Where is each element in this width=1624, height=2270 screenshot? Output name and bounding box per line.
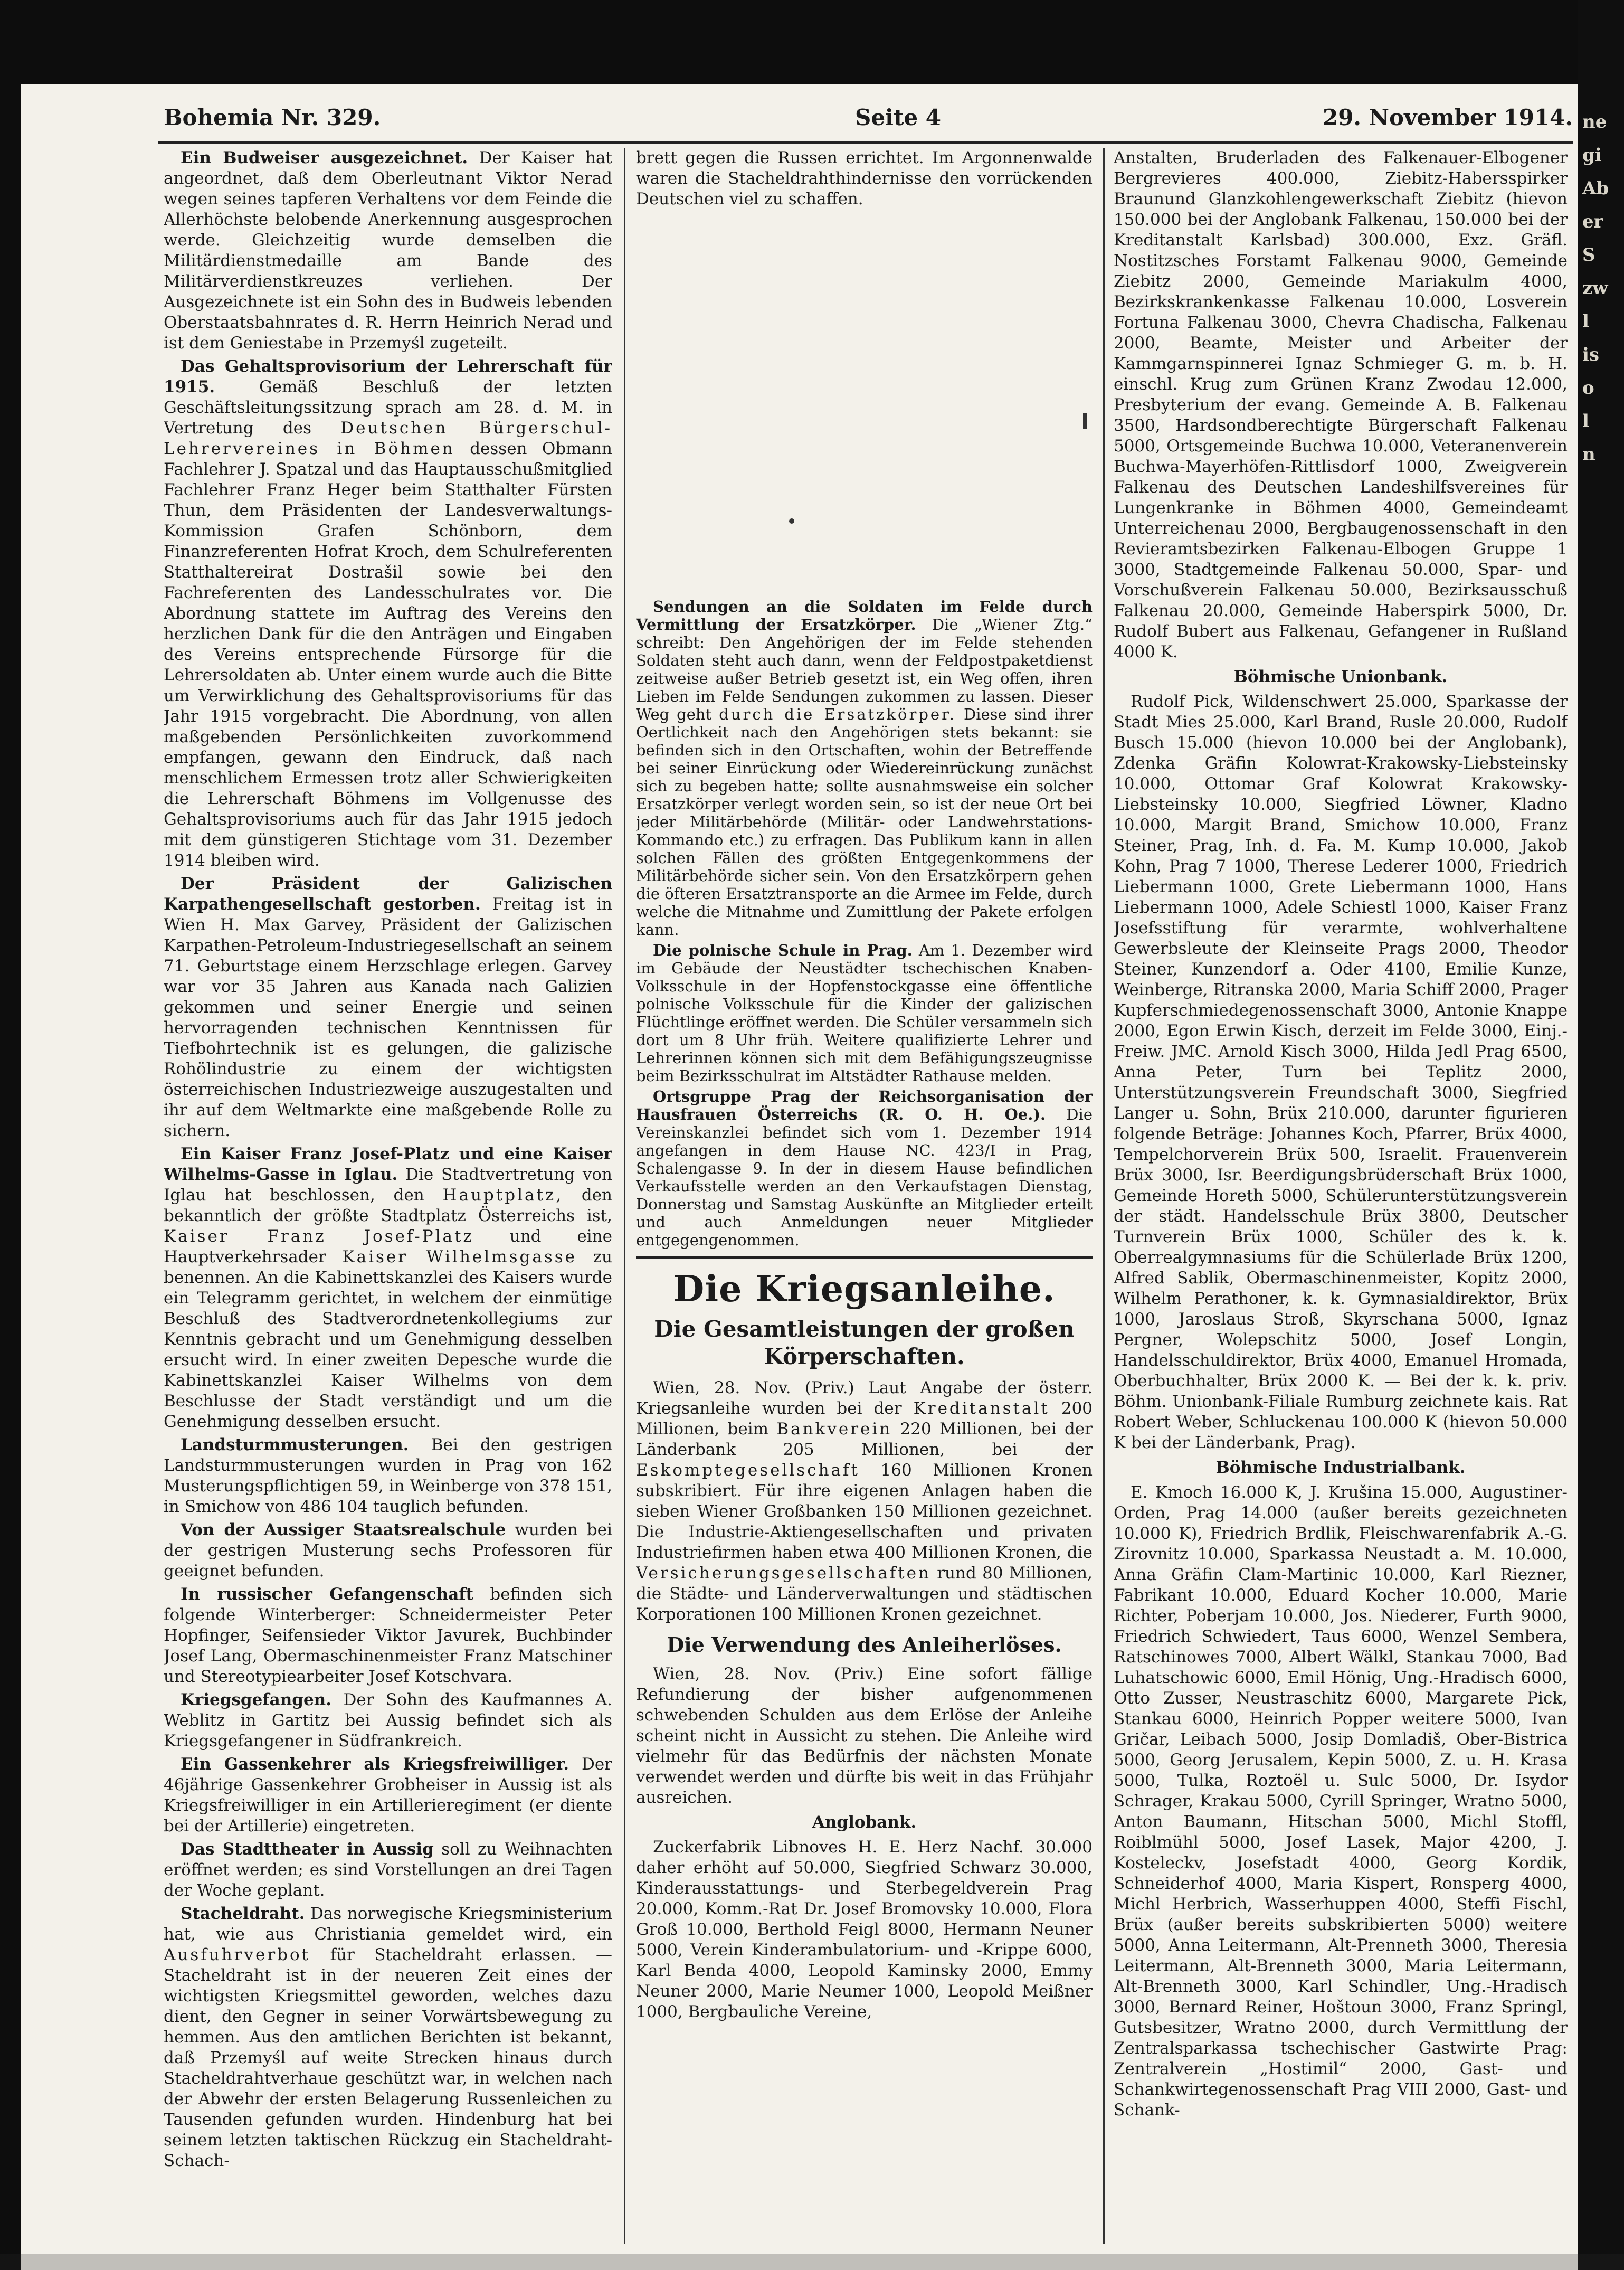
article-text: Gemäß Beschluß der letzten Geschäftsleitungssitzung sprach am 28. d. M. in Vertretung des [164, 377, 612, 438]
column-3 [1114, 148, 1568, 2244]
article-verwendung: Wien, 28. Nov. (Priv.) Eine sofort fällige Refundierung der bisher aufgenommenen schwebenden Schulden aus dem Erlöse der Anleihe scheint nicht in Aussicht zu stehen. Die Anleihe wird vielmehr für das Bedürfnis der nächsten Monate verwendet werden und dürfte bis weit in das Frühjahr ausreichen. [636, 1664, 1093, 1807]
column-rule-2 [1103, 148, 1105, 2244]
spaced-text: Bankverein [776, 1420, 892, 1439]
neighbour-page-fragments [1582, 106, 1621, 792]
article-text: Die „Wiener Ztg.“ schreibt: Den Angehörigen der im Felde stehenden Soldaten steht auch dann, wenn der Feldpostpaketdienst zeitweise außer Betrieb gesetzt ist, ein Weg offen, ihren Lieben im Felde Sendungen zukommen zu lassen. Dieser Weg geht [636, 616, 1093, 723]
page-number: Seite 4 [855, 105, 941, 130]
neighbour-fragment: o [1582, 377, 1594, 399]
article-heading: Kriegsgefangen. [181, 1690, 331, 1709]
scan-border-left [0, 0, 21, 2270]
page-header [158, 95, 1573, 137]
article-text: Freitag ist in Wien H. Max Garvey, Präsident der Galizischen Karpathen-Petroleum-Industriegesellschaft an seinem 71. Geburtstage einem Herzschlage erlegen. Garvey war vor 35 Jahren aus Kanada nach Galizien gekommen und seiner Energie und seinen hervorragenden technischen Kenntnissen für Tiefbohrtechnik ist es gelungen, die galizische Rohölindustrie zu einem der wichtigsten österreichischen Industriezweige auszugestalten und ihr auf dem Weltmarkte eine maßgebende Rolle zu sichern. [164, 895, 612, 1140]
column-2 [636, 148, 1093, 2244]
article-heading: Ortsgruppe Prag der Reichsorganisation der Hausfrauen Österreichs (R. O. H. Oe.). [636, 1087, 1093, 1123]
neighbour-fragment: l [1582, 411, 1589, 432]
article-stadttheater [164, 1839, 612, 1901]
article-heading: Das Stadttheater in Aussig [181, 1840, 434, 1859]
article-text: Wien, 28. Nov. (Priv.) Laut Angabe der österr. Kriegsanleihe wurden bei der [636, 1378, 1093, 1418]
article-text: für Stacheldraht erlassen. — Stacheldraht ist in der neueren Zeit eines der wichtigsten Kriegsmittel geworden, welches dazu dient, den Gegner in seiner Vorwärtsbewegung zu hemmen. Aus den amtlichen Berichten ist bekannt, daß Przemyśl auf weite Strecken hinaus durch Stacheldrahtverhaue geschützt war, in welchen nach der Abwehr der ersten Belagerung Russenleichen zu Tausenden gefunden wurden. Hindenburg hat bei seinem letzten taktischen Rückzug ein Stacheldraht-Schach- [164, 1945, 612, 2170]
subsection-title-gesamtleistungen: Die Gesamtleistungen der großen Körperschaften. [654, 1316, 1075, 1369]
spaced-text: Kaiser Wilhelmsgasse [342, 1247, 577, 1266]
newspaper-page [158, 95, 1573, 2249]
spaced-text: Kaiser Franz Josef-Platz [164, 1227, 474, 1246]
article-text: dessen Obmann Fachlehrer J. Spatzal und das Hauptausschußmitglied Fachlehrer Franz Heger beim Statthalter Fürsten Thun, dem Präsidenten der Landesverwaltungs-Kommission Grafen Schönborn, dem Finanzreferenten Hofrat Kroch, dem Schulreferenten Statthaltereirat Dostrašil sowie bei den Fachreferenten des Landesschulrates vor. Die Abordnung stattete im Auftrag des Vereins den herzlichen Dank für die den Anträgen und Eingaben des Vereins entsprechende Fürsorge für die Lehrersoldaten ab. Unter einem wurde auch die Bitte um Verwirklichung des Gehaltsprovisoriums für das Jahr 1915 vorgebracht. Die Abordnung, von allen maßgebenden Persönlichkeiten zuvorkommend empfangen, gewann den Eindruck, daß nach menschlichem Ermessen trotz aller Schwierigkeiten die Lehrerschaft Böhmens im Vollgenusse des Gehaltsprovisoriums auch für das Jahr 1915 jedoch mit dem günstigeren Stichtage vom 31. Dezember 1914 bleiben wird. [164, 439, 612, 870]
print-speck [1083, 413, 1087, 429]
neighbour-fragment: er [1582, 211, 1603, 232]
spaced-text: Ausfuhrverbot [164, 1945, 311, 1964]
article-text: Der Kaiser hat angeordnet, daß dem Oberleutnant Viktor Nerad wegen seines tapferen Verhaltens vor dem Feinde die Allerhöchste belobende Anerkennung ausgesprochen werde. Gleichzeitig wurde demselben die Militärdienstmedaille am Bande des Militärverdienstkreuzes verliehen. Der Ausgezeichnete ist ein Sohn des in Budweis lebenden Oberstaatsbahnrates d. R. Herrn Heinrich Nerad und ist dem Geniestabe in Przemyśl zugeteilt. [164, 148, 612, 353]
article-text: zu benennen. An die Kabinettskanzlei des Kaisers wurde ein Telegramm gerichtet, in welchem der einmütige Beschluß des Stadtverordnetenkollegiums zur Kenntnis gebracht und um Genehmigung desselben ersucht wird. In einer zweiten Depesche wurde die Kabinettskanzlei Kaiser Wilhelms von dem Beschlusse der Stadt verständigt und um die Genehmigung desselben ersucht. [164, 1247, 612, 1431]
article-heading: Das Gehaltsprovisorium der Lehrerschaft für 1915. [164, 357, 612, 396]
spaced-text: Deutschen Bürgerschul-Lehrervereines in Böhmen [164, 419, 612, 458]
bank-heading-unionbank: Böhmische Unionbank. [1233, 667, 1448, 686]
neighbour-fragment: zw [1582, 278, 1608, 299]
article-heading: Der Präsident der Galizischen Karpathengesellschaft gestorben. [164, 874, 612, 914]
article-gefangenschaft [164, 1584, 612, 1687]
list-industrialbank: E. Kmoch 16.000 K, J. Krušina 15.000, Augustiner-Orden, Prag 14.000 (außer bereits gezeichneten 10.000 K), Friedrich Brdlik, Fleischwarenfabrik A.-G. Zirovnitz 10.000, Sparkassa Neustadt a. M. 10.000, Anna Gräfin Clam-Martinic 10.000, Karl Riezner, Fabrikant 10.000, Eduard Kocher 10.000, Marie Richter, Poberjam 10.000, Jos. Niederer, Furth 9000, Friedrich Schwiedert, Taus 6000, Wenzel Sembera, Ratschinowes 7000, Albert Wälkl, Stankau 7000, Bad Luhatschowic 6000, Emil Hönig, Ung.-Hradisch 6000, Otto Zusser, Neustraschitz 6000, Margarete Pick, Stankau 6000, Heinrich Popper weitere 5000, Ivan Gričar, Leibach 5000, Josip Domladiš, Ober-Bistrica 5000, Georg Jerusalem, Kepin 5000, Z. u. H. Krasa 5000, Tulka, Roztoël u. Sulc 5000, Dr. Isydor Schrager, Krakau 5000, Cyrill Springer, Wratno 5000, Anton Baumann, Hitschan 5000, Michl Stoffl, Roiblmühl 5000, Josef Lasek, Major 4200, J. Kosteleckv, Josefstadt 4000, Georg Kordik, Schneiderhof 4000, Maria Kispert, Ronsperg 4000, Michl Herbrich, Wasserhuppen 4000, Steffi Fischl, Brüx (außer bereits subskribierten 5000) weitere 5000, Anna Leitermann, Alt-Prenneth 3000, Theresia Leitermann, Alt-Brenneth 3000, Maria Leitermann, Alt-Brenneth 3000, Karl Schindler, Ung.-Hradisch 3000, Bernard Reiner, Hoštoun 3000, Franz Springl, Gutsbesitzer, Wratno 2000, durch Vermittlung der Zentralsparkassa tschechischer Gastwirte Prag: Zentralverein „Hostimil“ 2000, Gast- und Schankwirtegenossenschaft Prag VIII 2000, Gast- und Schank- [1114, 1483, 1568, 2120]
section-rule [636, 1256, 1093, 1259]
article-text: rund 80 Millionen, die Städte- und Länderverwaltungen und städtischen Korporationen 100 Millionen Kronen gezeichnet. [636, 1564, 1093, 1624]
article-gassenkehrer [164, 1754, 612, 1837]
bank-heading-industrialbank: Böhmische Industrialbank. [1215, 1458, 1466, 1477]
print-speck [789, 518, 794, 524]
scan-border-top [0, 0, 1624, 84]
article-text: Die Stadtvertretung von Iglau hat beschlossen, den [164, 1165, 612, 1205]
article-praesident [164, 874, 612, 1141]
article-text: und eine Hauptverkehrsader [164, 1227, 612, 1266]
article-text: Am 1. Dezember wird im Gebäude der Neustädter tschechischen Knaben-Volksschule in der Hopfenstockgasse eine öffentliche polnische Volksschule für die Kinder der galizischen Flüchtlinge eröffnet werden. Die Schüler versammeln sich dort um 8 Uhr früh. Weitere qualifizierte Lehrer und Lehrerinnen können sich mit dem Befähigungszeugnisse beim Bezirksschulrat im Altstädter Rathause melden. [636, 941, 1093, 1085]
bank-heading-anglobank: Anglobank. [812, 1813, 917, 1832]
scan-shadow-bottom [0, 2254, 1624, 2270]
spaced-text: durch die Ersatzkörper. [719, 705, 956, 723]
spaced-text: Eskomptegesellschaft [636, 1461, 860, 1480]
issue-date: 29. November 1914. [1322, 105, 1573, 130]
article-kriegsgefangen [164, 1690, 612, 1752]
neighbour-fragment: l [1582, 311, 1589, 332]
article-heading: In russischer Gefangenschaft [181, 1585, 473, 1604]
article-heading: Ein Gassenkehrer als Kriegsfreiwilliger. [181, 1755, 569, 1774]
article-text: Der Sohn des Kaufmannes A. Weblitz in Gartitz bei Aussig befindet sich als Kriegsgefangener in Südfrankreich. [164, 1690, 612, 1751]
article-heading: Ein Kaiser Franz Josef-Platz und eine Kaiser Wilhelms-Gasse in Iglau. [164, 1145, 612, 1184]
spaced-text: Hauptplatz, [442, 1186, 564, 1205]
article-polnische-schule [636, 941, 1093, 1085]
article-heading: Sendungen an die Soldaten im Felde durch Vermittlung der Ersatzkörper. [636, 598, 1093, 633]
article-text: befinden sich folgende Winterberger: Schneidermeister Peter Hopfinger, Seifensieder Viktor Javurek, Buchbinder Josef Lang, Obermaschinenmeister Franz Matschiner und Stereotypiearbeiter Josef Kotschvara. [164, 1585, 612, 1686]
article-text: Diese sind ihrer Oertlichkeit nach den Angehörigen stets bekannt: sie befinden sich in den Ortschaften, wohin der Betreffende bei seiner Einrückung oder Wiedereinrückung zunächst sich zu begeben hatte; sollte ausnahmsweise ein solcher Ersatzkörper verlegt worden sein, so ist der neue Ort bei jeder Militärbehörde (Militär- oder Landwehrstations-Kommando etc.) zu erfragen. Das Publikum kann in allen solchen Fällen des größten Entgegenkommens der Militärbehörde sicher sein. Von den Ersatzkörpern gehen die öfteren Ersatztransporte an die Armee im Felde, durch welche die Mitnahme und Zumittlung der Pakete erfolgen kann. [636, 705, 1093, 939]
neighbour-fragment: is [1582, 344, 1600, 365]
spaced-text: Kreditanstalt [913, 1399, 1050, 1418]
article-text: 200 Millionen, beim [636, 1399, 1093, 1439]
article-aussig-realschule [164, 1520, 612, 1582]
article-gehaltsprovisorium [164, 356, 612, 871]
article-text: Der 46jährige Gassenkehrer Grobheiser in Aussig ist als Kriegsfreiwilliger in ein Artillerieregiment (er diente bei der Artillerie) eingetreten. [164, 1755, 612, 1836]
column-rule-1 [624, 148, 625, 2244]
article-text: 160 Millionen Kronen subskribiert. Für ihre eigenen Anlagen haben die sieben Wiener Großbanken 150 Millionen gezeichnet. Die Industrie-Aktiengesellschaften und privaten Industriefirmen haben etwa 400 Millionen Kronen, die [636, 1461, 1093, 1562]
article-wien-kriegsanleihe [636, 1378, 1093, 1625]
article-heading: Von der Aussiger Staatsrealschule [181, 1520, 506, 1539]
article-continuation: brett gegen die Russen errichtet. Im Argonnenwalde waren die Stacheldrahthindernisse den vorrückenden Deutschen viel zu schaffen. [636, 148, 1093, 209]
list-anglobank: Zuckerfabrik Libnoves H. E. Herz Nachf. 30.000 daher erhöht auf 50.000, Siegfried Schwarz 30.000, Kinderausstattungs- und Sterbegeldverein Prag 20.000, Komm.-Rat Dr. Josef Bromovsky 10.000, Flora Groß 10.000, Berthold Feigl 8000, Hermann Neuner 5000, Verein Kinderambulatorium- und -Krippe 6000, Karl Benda 4000, Leopold Kaminsky 2000, Emmy Neuner 2000, Marie Neumer 1000, Leopold Meißner 1000, Bergbauliche Vereine, [636, 1838, 1093, 2021]
neighbour-fragment: ne [1582, 111, 1607, 133]
neighbour-fragment: gi [1582, 145, 1602, 166]
article-text: wurden bei der gestrigen Musterung sechs Professoren für geeignet befunden. [164, 1520, 612, 1581]
article-heading: Stacheldraht. [181, 1904, 305, 1923]
article-landsturm [164, 1435, 612, 1517]
masthead-issue: Bohemia Nr. 329. [164, 105, 381, 130]
article-text: Das norwegische Kriegsministerium hat, wie aus Christiania gemeldet wird, ein [164, 1904, 612, 1944]
article-sendungen [636, 598, 1093, 939]
neighbour-fragment: S [1582, 244, 1595, 266]
article-heading: Landsturmmusterungen. [181, 1435, 409, 1454]
article-iglau [164, 1144, 612, 1432]
article-text: soll zu Weihnachten eröffnet werden; es sind Vorstellungen an drei Tagen der Woche geplant. [164, 1840, 612, 1900]
header-rule [158, 141, 1573, 144]
neighbour-fragment: Ab [1582, 178, 1609, 199]
article-budweiser [164, 148, 612, 354]
spaced-text: Versicherungsgesellschaften [636, 1564, 931, 1583]
article-text: den bekanntlich der größte Stadtplatz Österreichs ist, [164, 1186, 612, 1225]
section-title-kriegsanleihe: Die Kriegsanleihe. [673, 1268, 1056, 1310]
article-heading: Die polnische Schule in Prag. [653, 941, 913, 959]
column-1 [164, 148, 612, 2244]
list-anglobank-continued: Anstalten, Bruderladen des Falkenauer-Elbogener Bergrevieres 400.000, Ziebitz-Habersspirker Braunund Glanzkohlengewerkschaft Ziebitz (hievon 150.000 bei der Anglobank Falkenau, 150.000 bei der Kreditanstalt Karlsbad) 300.000, Exz. Gräfl. Nostitzsches Forstamt Falkenau 9000, Gemeinde Ziebitz 2000, Gemeinde Mariakulm 4000, Bezirkskrankenkasse Falkenau 10.000, Losverein Fortuna Falkenau 3000, Chevra Chadischa, Falkenau 2000, Beamte, Meister und Arbeiter der Kammgarnspinnerei Ignaz Schmieger G. m. b. H. einschl. Krug zum Grünen Kranz Zwodau 12.000, Presbyterium der evang. Gemeinde A. B. Falkenau 3500, Hardsondberechtigte Bürgerschaft Falkenau 5000, Ortsgemeinde Buchwa 10.000, Veteranenverein Buchwa-Mayerhöfen-Rittlisdorf 1000, Zweigverein Falkenau des Deutschen Landeshilfsvereines für Lungenkranke in Böhmen 4000, Gemeindeamt Unterreichenau 2000, Bergbaugenossenschaft in den Revieramtsbezirken Falkenau-Elbogen Gruppe 1 3000, Stadtgemeinde Falkenau 50.000, Spar- und Vorschußverein Falkenau 50.000, Bezirksausschuß Falkenau 20.000, Gemeinde Haberspirk 5000, Dr. Rudolf Bubert aus Falkenau, Gefangener in Rußland 4000 K. [1114, 148, 1568, 661]
neighbour-fragment: n [1582, 444, 1595, 465]
article-text: Bei den gestrigen Landsturmmusterungen wurden in Prag von 162 Musterungspflichtigen 59, in Weinberge von 378 151, in Smichow von 486 104 tauglich befunden. [164, 1435, 612, 1516]
article-text: Die Vereinskanzlei befindet sich vom 1. Dezember 1914 angefangen in dem Hause NC. 423/I in Prag, Schalengasse 9. In der in diesem Hause befindlichen Verkaufsstelle werden an den Verkaufstagen Dienstag, Donnerstag und Samstag Auskünfte an Mitglieder erteilt und auch Anmeldungen neuer Mitglieder entgegengenommen. [636, 1105, 1093, 1249]
subsection-title-verwendung: Die Verwendung des Anleiherlöses. [667, 1633, 1062, 1657]
article-heading: Ein Budweiser ausgezeichnet. [181, 148, 468, 167]
blank-illustration-area [636, 212, 1093, 598]
article-ortsgruppe [636, 1087, 1093, 1249]
list-unionbank: Rudolf Pick, Wildenschwert 25.000, Sparkasse der Stadt Mies 25.000, Karl Brand, Rusle 20.000, Rudolf Busch 15.000 (hievon 10.000 bei der Anglobank), Zdenka Gräfin Kolowrat-Krakowsky-Liebsteinsky 10.000, Ottomar Graf Kolowrat Krakowsky-Liebsteinsky 10.000, Siegfried Löwner, Kladno 10.000, Margit Brand, Smichow 10.000, Franz Steiner, Prag, Inh. d. Fa. M. Kump 10.000, Jakob Kohn, Prag 7 1000, Therese Lederer 1000, Friedrich Liebermann 1000, Grete Liebermann 1000, Hans Liebermann 1000, Adele Schiestl 1000, Kaiser Franz Josefsstiftung für verarmte, wohlverhaltene Gewerbsleute der Kleinseite Prags 2000, Theodor Steiner, Kunzendorf a. Oder 4100, Emilie Kunze, Weinberge, Ritranska 2000, Maria Schiff 2000, Prager Kupferschmiedegenossenschaft 3000, Antonie Knappe 2000, Egon Erwin Kisch, derzeit im Felde 3000, Einj.-Freiw. JMC. Arnold Kisch 3000, Hilda Jedl Prag 6500, Anna Peter, Turn bei Teplitz 2000, Unterstützungsverein Freundschaft 3000, Siegfried Langer u. Sohn, Brüx 210.000, darunter figurieren folgende Beträge: Johannes Koch, Pfarrer, Brüx 4000, Tempelchorverein Brüx 500, Israelit. Frauenverein Brüx 3000, Isr. Beerdigungsbrüderschaft Brüx 1000, Gemeinde Horeth 5000, Schülerunterstützungsverein der städt. Handelsschule Brüx 3800, Deutscher Turnverein Brüx 1000, Schüler des k. k. Oberrealgymnasiums für die Schülerlade Brüx 1200, Alfred Sablik, Obermaschinenmeister, Kopitz 2000, Wilhelm Perathoner, k. k. Gymnasialdirektor, Brüx 1000, Jaroslaus Stroß, Skyrschana 5000, Ignaz Pergner, Wolepschitz 5000, Josef Longin, Handelsschuldirektor, Brüx 4000, Emanuel Hromada, Oberbuchhalter, Brüx 2000 K. — Bei der k. k. priv. Böhm. Unionbank-Filiale Rumburg zeichnete kais. Rat Robert Weber, Schluckenau 100.000 K (hievon 50.000 K bei der Länderbank, Prag). [1114, 692, 1568, 1452]
article-text: 220 Millionen, bei der Länderbank 205 Millionen, bei der [636, 1420, 1093, 1459]
article-stacheldraht [164, 1904, 612, 2171]
